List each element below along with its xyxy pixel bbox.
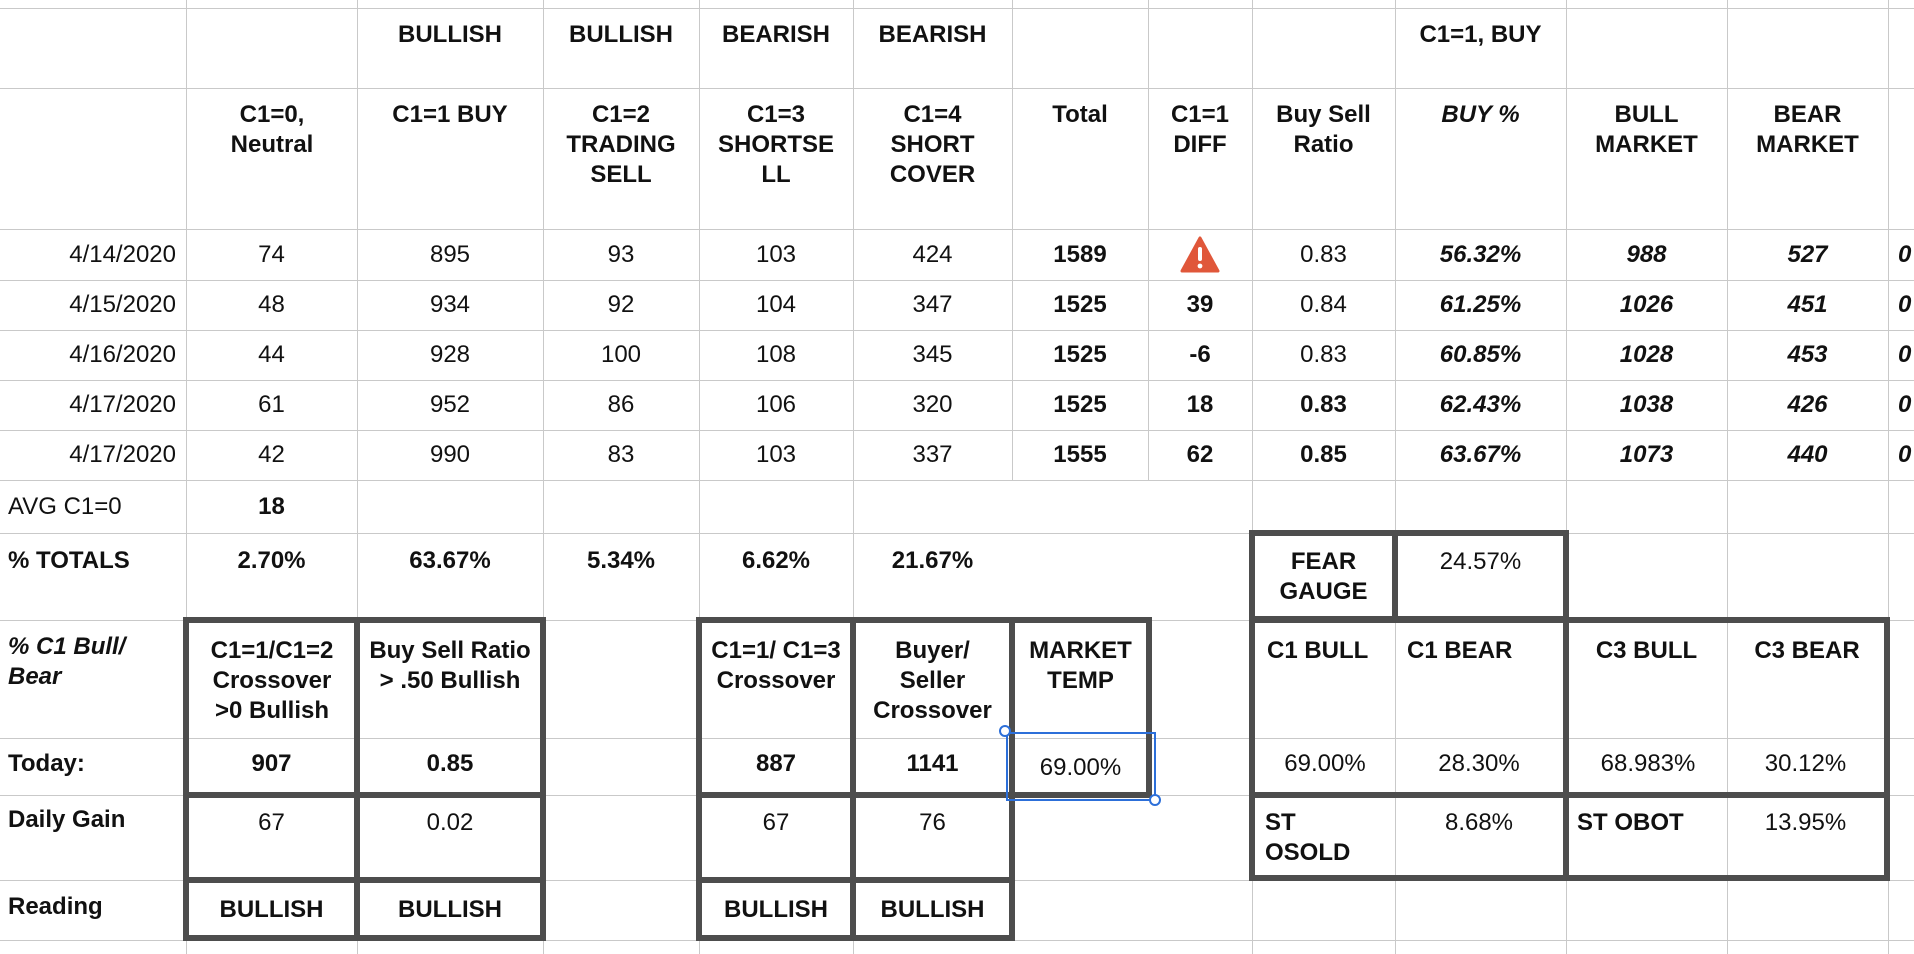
gain-c1-1-c1-3-crossover[interactable]: 67 <box>762 809 790 836</box>
cell-c1-1[interactable]: 934 <box>429 291 471 318</box>
totals-c1-3[interactable]: 6.62% <box>741 547 811 574</box>
header-c1-1-c1-2-crossover[interactable]: C1=1/C1=2 Crossover >0 Bullish <box>210 637 334 724</box>
header-c1-1-c1-3-crossover[interactable]: C1=1/ C1=3 Crossover <box>711 637 841 694</box>
selection-handle-top-left[interactable] <box>999 725 1011 737</box>
table-divider <box>696 792 1015 798</box>
totals-label[interactable]: % TOTALS <box>8 547 130 574</box>
today-c1-bear[interactable]: 28.30% <box>1438 750 1520 777</box>
cell-buy-pct[interactable]: 56.32% <box>1439 241 1522 268</box>
header-c1-4-sentiment[interactable]: BEARISH <box>878 21 987 48</box>
row-date[interactable]: 4/15/2020 <box>69 291 176 318</box>
grid-line <box>0 8 1914 9</box>
cell-extra[interactable]: 0 <box>1898 341 1912 368</box>
totals-c1-1[interactable]: 63.67% <box>409 547 491 574</box>
column-header-c1-4[interactable]: C1=4 SHORT COVER <box>889 101 976 188</box>
totals-c1-4[interactable]: 21.67% <box>891 547 974 574</box>
cell-c1-3[interactable]: 104 <box>755 291 797 318</box>
reading-c1-1-c1-3-crossover[interactable]: BULLISH <box>724 896 828 923</box>
column-header-c1-2[interactable]: C1=2 TRADING SELL <box>566 101 676 188</box>
header-buy-pct-group[interactable]: C1=1, BUY <box>1419 21 1542 48</box>
grid-line <box>0 480 1914 481</box>
avg-value[interactable]: 18 <box>258 493 285 520</box>
row-date[interactable]: 4/17/2020 <box>69 391 176 418</box>
totals-c1-0[interactable]: 2.70% <box>237 547 306 574</box>
cell-buy-pct[interactable]: 63.67% <box>1439 441 1522 468</box>
today-market-temp[interactable]: 69.00% <box>1039 754 1122 781</box>
cell-c1-2[interactable]: 86 <box>607 391 635 418</box>
row-date[interactable]: 4/16/2020 <box>69 341 176 368</box>
column-header-bear-market[interactable]: BEAR MARKET <box>1756 101 1859 158</box>
header-c3-bull[interactable]: C3 BULL <box>1595 637 1698 664</box>
reading-buy-sell-ratio[interactable]: BULLISH <box>398 896 502 923</box>
cell-diff[interactable]: 62 <box>1186 441 1214 468</box>
cell-ratio[interactable]: 0.84 <box>1300 291 1347 318</box>
today-buyer-seller-crossover[interactable]: 1141 <box>906 750 959 777</box>
cell-c1-0[interactable]: 44 <box>258 341 285 368</box>
gain-buy-sell-ratio[interactable]: 0.02 <box>426 809 474 836</box>
header-buy-sell-ratio[interactable]: Buy Sell Ratio > .50 Bullish <box>369 637 531 694</box>
column-header-buy-pct[interactable]: BUY % <box>1441 101 1520 128</box>
daily-gain-label[interactable]: Daily Gain <box>8 806 126 833</box>
grid-line <box>0 330 1914 331</box>
header-buyer-seller-crossover[interactable]: Buyer/ Seller Crossover <box>873 637 992 724</box>
st-osold-value[interactable]: 8.68% <box>1444 809 1514 836</box>
row-date[interactable]: 4/14/2020 <box>69 241 176 268</box>
column-header-c1-0[interactable]: C1=0, Neutral <box>230 101 314 158</box>
cell-c1-2[interactable]: 93 <box>607 241 635 268</box>
cell-ratio[interactable]: 0.85 <box>1300 441 1347 468</box>
cell-total[interactable]: 1525 <box>1053 341 1107 368</box>
cell-c1-2[interactable]: 83 <box>607 441 635 468</box>
header-c1-bear[interactable]: C1 BEAR <box>1407 637 1513 664</box>
cell-c1-3[interactable]: 103 <box>755 241 797 268</box>
cell-bull-market[interactable]: 1038 <box>1619 391 1674 418</box>
grid-line <box>0 380 1914 381</box>
cell-c1-2[interactable]: 100 <box>600 341 642 368</box>
cell-total[interactable]: 1589 <box>1053 241 1107 268</box>
today-buy-sell-ratio[interactable]: 0.85 <box>426 750 474 777</box>
cell-selection <box>1006 732 1156 801</box>
table-divider <box>183 877 546 883</box>
today-c1-1-c1-2-crossover[interactable]: 907 <box>251 750 292 777</box>
gain-c1-1-c1-2-crossover[interactable]: 67 <box>258 809 285 836</box>
cell-c1-1[interactable]: 928 <box>429 341 471 368</box>
table-divider <box>696 877 1015 883</box>
header-market-temp[interactable]: MARKET TEMP <box>1029 637 1132 694</box>
today-c3-bull[interactable]: 68.983% <box>1600 750 1696 777</box>
cell-c1-4[interactable]: 320 <box>912 391 953 418</box>
cell-bear-market[interactable]: 527 <box>1787 241 1828 268</box>
today-c1-bull[interactable]: 69.00% <box>1284 750 1366 777</box>
warning-triangle-icon <box>1180 236 1220 274</box>
cell-c1-0[interactable]: 61 <box>258 391 285 418</box>
cell-total[interactable]: 1525 <box>1053 291 1107 318</box>
cell-extra[interactable]: 0 <box>1898 441 1912 468</box>
st-obot-value[interactable]: 13.95% <box>1764 809 1847 836</box>
header-c1-3-sentiment[interactable]: BEARISH <box>721 21 830 48</box>
cell-extra[interactable]: 0 <box>1898 291 1912 318</box>
reading-label[interactable]: Reading <box>8 893 103 920</box>
cell-bear-market[interactable]: 426 <box>1787 391 1828 418</box>
fear-gauge-label[interactable]: FEAR GAUGE <box>1279 548 1368 605</box>
column-header-diff[interactable]: C1=1 DIFF <box>1170 101 1230 158</box>
today-c1-1-c1-3-crossover[interactable]: 887 <box>755 750 797 777</box>
header-c1-1-sentiment[interactable]: BULLISH <box>398 21 502 48</box>
cell-c1-1[interactable]: 990 <box>429 441 471 468</box>
cell-c1-3[interactable]: 108 <box>755 341 797 368</box>
grid-line <box>0 229 1914 230</box>
cell-extra[interactable]: 0 <box>1898 241 1912 268</box>
column-header-bull-market[interactable]: BULL MARKET <box>1595 101 1698 158</box>
cell-bull-market[interactable]: 1073 <box>1619 441 1674 468</box>
column-header-total[interactable]: Total <box>1052 101 1108 128</box>
table-divider <box>183 792 546 798</box>
cell-bear-market[interactable]: 451 <box>1787 291 1828 318</box>
avg-label[interactable]: AVG C1=0 <box>8 493 122 520</box>
cell-c1-3[interactable]: 103 <box>755 441 797 468</box>
header-c1-bull[interactable]: C1 BULL <box>1267 637 1369 664</box>
cell-bear-market[interactable]: 453 <box>1787 341 1828 368</box>
cell-bear-market[interactable]: 440 <box>1787 441 1828 468</box>
cell-buy-pct[interactable]: 60.85% <box>1439 341 1522 368</box>
table-divider <box>1249 792 1890 798</box>
today-label[interactable]: Today: <box>8 750 85 777</box>
cell-extra[interactable]: 0 <box>1898 391 1912 418</box>
cell-c1-0[interactable]: 74 <box>258 241 285 268</box>
cell-c1-1[interactable]: 952 <box>429 391 471 418</box>
fear-gauge-value[interactable]: 24.57% <box>1439 548 1522 575</box>
cell-c1-0[interactable]: 48 <box>258 291 285 318</box>
header-c1-2-sentiment[interactable]: BULLISH <box>569 21 673 48</box>
column-header-ratio[interactable]: Buy Sell Ratio <box>1276 101 1371 158</box>
grid-line <box>0 280 1914 281</box>
grid-line <box>0 533 1914 534</box>
cell-c1-0[interactable]: 42 <box>258 441 285 468</box>
cell-diff[interactable]: 39 <box>1186 291 1214 318</box>
cell-total[interactable]: 1555 <box>1053 441 1107 468</box>
cell-total[interactable]: 1525 <box>1053 391 1107 418</box>
table-divider <box>850 617 856 941</box>
header-c3-bear[interactable]: C3 BEAR <box>1754 637 1860 664</box>
gain-buyer-seller-crossover[interactable]: 76 <box>919 809 946 836</box>
cell-ratio[interactable]: 0.83 <box>1300 391 1347 418</box>
row-date[interactable]: 4/17/2020 <box>69 441 176 468</box>
cell-buy-pct[interactable]: 61.25% <box>1439 291 1522 318</box>
selection-handle-bottom-right[interactable] <box>1149 794 1161 806</box>
cell-buy-pct[interactable]: 62.43% <box>1439 391 1522 418</box>
cell-c1-4[interactable]: 347 <box>912 291 953 318</box>
grid-line <box>0 430 1914 431</box>
cell-c1-4[interactable]: 424 <box>912 241 953 268</box>
cell-bull-market[interactable]: 1028 <box>1619 341 1674 368</box>
grid-line <box>0 88 1914 89</box>
st-obot-label[interactable]: ST OBOT <box>1577 809 1684 836</box>
bull-bear-label[interactable]: % C1 Bull/ Bear <box>8 633 126 690</box>
column-header-c1-3[interactable]: C1=3 SHORTSE LL <box>717 101 834 188</box>
cell-diff[interactable]: -6 <box>1189 341 1211 368</box>
st-osold-label[interactable]: ST OSOLD <box>1265 809 1351 866</box>
cell-bull-market[interactable]: 1026 <box>1619 291 1674 318</box>
totals-c1-2[interactable]: 5.34% <box>586 547 656 574</box>
cell-c1-3[interactable]: 106 <box>755 391 797 418</box>
cell-c1-2[interactable]: 92 <box>607 291 635 318</box>
cell-c1-4[interactable]: 337 <box>912 441 953 468</box>
today-c3-bear[interactable]: 30.12% <box>1764 750 1847 777</box>
cell-bull-market[interactable]: 988 <box>1626 241 1667 268</box>
cell-ratio[interactable]: 0.83 <box>1300 341 1347 368</box>
cell-diff[interactable]: 18 <box>1186 391 1214 418</box>
reading-buyer-seller-crossover[interactable]: BULLISH <box>880 896 985 923</box>
column-header-c1-1[interactable]: C1=1 BUY <box>392 101 508 128</box>
table-divider <box>354 617 360 941</box>
cell-c1-1[interactable]: 895 <box>429 241 471 268</box>
reading-c1-1-c1-2-crossover[interactable]: BULLISH <box>219 896 324 923</box>
cell-ratio[interactable]: 0.83 <box>1300 241 1347 268</box>
cell-diff[interactable] <box>1148 236 1252 276</box>
cell-c1-4[interactable]: 345 <box>912 341 953 368</box>
